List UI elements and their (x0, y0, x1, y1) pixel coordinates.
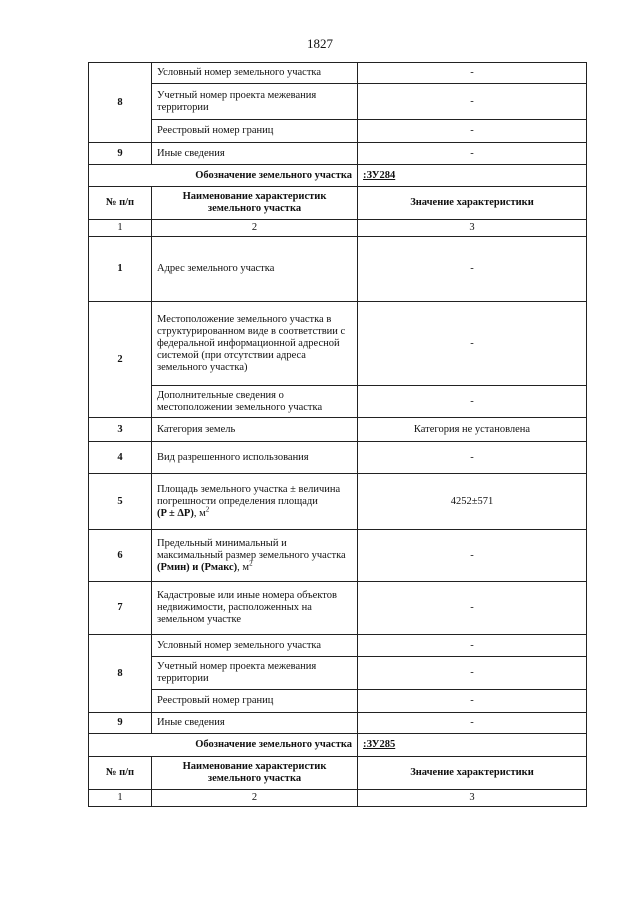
index-cell: 1 (89, 790, 152, 807)
header-name: Наименование характеристик земельного участка (152, 187, 358, 220)
characteristic-value: - (358, 582, 587, 635)
plot-designation-label: Обозначение земельного участка (89, 734, 358, 757)
land-plot-table (88, 62, 587, 807)
plot-code-text: :ЗУ285 (363, 739, 396, 750)
plot-designation-label: Обозначение земельного участка (89, 165, 358, 187)
characteristic-name: Иные сведения (152, 713, 358, 734)
row-number: 8 (89, 635, 152, 713)
characteristic-value: - (358, 237, 587, 302)
plot-code (358, 165, 587, 187)
characteristic-name: Реестровый номер границ (152, 690, 358, 713)
characteristic-name: Условный номер земельного участка (152, 635, 358, 657)
index-row (89, 790, 587, 807)
characteristic-value: - (358, 442, 587, 474)
row-number: 1 (89, 237, 152, 302)
characteristic-name: Дополнительные сведения о местоположении земельного участка (152, 386, 358, 418)
table-row (89, 442, 587, 474)
characteristic-value: - (358, 635, 587, 657)
characteristic-value: - (358, 143, 587, 165)
characteristic-name: Учетный номер проекта межевания территории (152, 84, 358, 120)
table-row (89, 657, 587, 690)
table-row (89, 713, 587, 734)
characteristic-value: - (358, 302, 587, 386)
unit-superscript: 2 (249, 559, 253, 567)
characteristic-value: - (358, 63, 587, 84)
characteristic-name: Вид разрешенного использования (152, 442, 358, 474)
table-row (89, 84, 587, 120)
row-number: 9 (89, 713, 152, 734)
plot-designation-row (89, 734, 587, 757)
characteristic-value: - (358, 84, 587, 120)
plot-designation-row (89, 165, 587, 187)
characteristic-value: - (358, 690, 587, 713)
unit-superscript: 2 (205, 505, 210, 513)
table-row (89, 474, 587, 530)
characteristic-name: Категория земель (152, 418, 358, 442)
characteristic-value: Категория не установлена (358, 418, 587, 442)
table-row (89, 120, 587, 143)
row-number: 8 (89, 63, 152, 143)
index-cell: 1 (89, 220, 152, 237)
table-row (89, 418, 587, 442)
size-text: Предельный минимальный и максимальный размер земельного участка (157, 537, 346, 561)
table-row (89, 237, 587, 302)
header-value: Значение характеристики (358, 757, 587, 790)
characteristic-name: Кадастровые или иные номера объектов недвижимости, расположенных на земельном участке (152, 582, 358, 635)
area-formula: (P ± ΔP) (157, 507, 194, 519)
index-cell: 3 (358, 790, 587, 807)
row-number: 3 (89, 418, 152, 442)
table-row (89, 302, 587, 386)
table-row (89, 690, 587, 713)
table-row (89, 582, 587, 635)
area-unit: , м (193, 507, 206, 519)
plot-code-text: :ЗУ284 (363, 169, 396, 181)
characteristic-value: - (358, 530, 587, 582)
characteristic-name (152, 530, 358, 582)
characteristic-value: - (358, 386, 587, 418)
row-number: 2 (89, 302, 152, 418)
plot-code (358, 734, 587, 757)
characteristic-value: - (358, 120, 587, 143)
page-number: 1827 (307, 36, 333, 51)
characteristic-name: Условный номер земельного участка (152, 63, 358, 84)
row-number: 9 (89, 143, 152, 165)
table-row (89, 386, 587, 418)
size-formula: (Рмин) и (Рмакс) (157, 561, 238, 573)
characteristic-value: - (358, 713, 587, 734)
characteristic-name: Иные сведения (152, 143, 358, 165)
header-value: Значение характеристики (358, 187, 587, 220)
table-row (89, 635, 587, 657)
header-row (89, 187, 587, 220)
characteristic-value: - (358, 657, 587, 690)
characteristic-name: Реестровый номер границ (152, 120, 358, 143)
row-number: 4 (89, 442, 152, 474)
header-name: Наименование характеристик земельного участка (152, 757, 358, 790)
index-row (89, 220, 587, 237)
index-cell: 2 (152, 220, 358, 237)
table-row (89, 530, 587, 582)
table-row (89, 143, 587, 165)
table-row (89, 63, 587, 84)
header-num: № п/п (89, 187, 152, 220)
header-num: № п/п (89, 757, 152, 790)
characteristic-name: Адрес земельного участка (152, 237, 358, 302)
row-number: 5 (89, 474, 152, 530)
header-row (89, 757, 587, 790)
area-text: Площадь земельного участка ± величина погрешности определения площади (157, 483, 341, 507)
size-unit: , м (237, 561, 250, 573)
characteristic-name (152, 474, 358, 530)
index-cell: 3 (358, 220, 587, 237)
characteristic-name: Местоположение земельного участка в структурированном виде в соответствии с федеральной информационной адресной системой (при отсутствии адреса земельного участка) (152, 302, 358, 386)
index-cell: 2 (152, 790, 358, 807)
characteristic-name: Учетный номер проекта межевания территории (152, 657, 358, 690)
row-number: 7 (89, 582, 152, 635)
row-number: 6 (89, 530, 152, 582)
characteristic-value: 4252±571 (358, 474, 587, 530)
